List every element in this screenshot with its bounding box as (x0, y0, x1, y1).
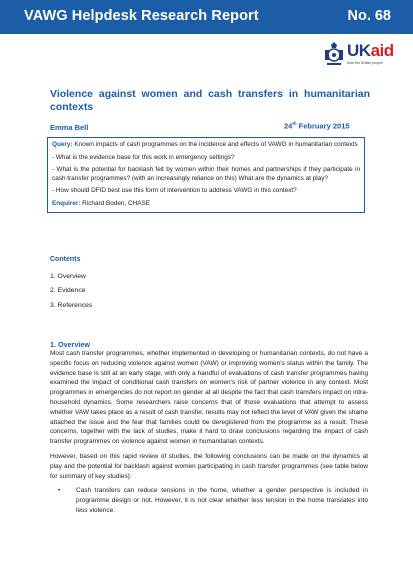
overview-body (50, 349, 368, 516)
toc-item-evidence[interactable]: 2. Evidence (50, 287, 86, 295)
enquirer-label: Enquirer: (52, 199, 81, 207)
royal-crest-icon (323, 42, 345, 68)
bullet-text: Cash transfers can reduce tensions in the home, whether a gender perspective is included in programme design or not. However, it is not clear whether less tension in the home translates into less violence. (76, 487, 368, 514)
ukaid-tagline: from the British people (347, 61, 383, 65)
query-paragraph: Query: Known impacts of cash programmes on the incidence and effects of VAWG in humanitarian contexts (52, 141, 358, 148)
query-question-1: - What is the evidence base for this work in emergency settings? (52, 153, 235, 161)
overview-paragraph-1: Most cash transfer programmes, whether implemented in developing or humanitarian contexts, do not have a specific focus on reducing violence against women (VAW) or improving women's status within the family. The evidence base is still at an early stage, with only a handful of evaluations of cash transfer programmes having examined the impact of conditional cash transfers on women's risk of partner violence in any context. Most programmes in emergencies do not report on gender at all despite the fact that cash transfers impact on intra-household dynamics. Some researchers raise concerns that of those evaluations that attempt to assess whether VAW takes place as a result of cash transfer, results may not reflect the level of VAW given the shame attached the issue and the fear that families could be deregistered from the programme as a result. These concerns, together with the lack of studies, make it hard to draw conclusions regarding the impact of cash transfer programmes on violence against women in humanitarian contexts. (50, 350, 368, 446)
overview-bullet-1 (50, 486, 368, 515)
query-label: Query: (52, 141, 73, 148)
toc-item-overview[interactable]: 1. Overview (50, 273, 86, 280)
ukaid-wordmark: UKaid (347, 41, 394, 60)
report-title: Violence against women and cash transfers in humanitarian contexts (50, 88, 370, 113)
enquirer-paragraph: Enquirer: Richard Boden, CHASE (52, 199, 151, 207)
bullet-icon: • (58, 487, 61, 495)
report-header-bar (0, 0, 413, 34)
query-question-2: - What is the potential for backlash felt by women within their homes and partnerships if they participate in cash transfer programmes? (with an increasingly reliance on this) What are the dynamics at play? (52, 166, 360, 182)
toc-item-references[interactable]: 3. References (50, 301, 93, 309)
overview-heading: 1. Overview (50, 340, 90, 349)
overview-paragraph-2: However, based on this rapid review of studies, the following conclusions can be made on the dynamics at play and the potential for backlash against women participating in cash transfer programmes (see table below for summary of key studies): (50, 452, 368, 480)
contents-heading: Contents (50, 256, 81, 263)
report-series-title: VAWG Helpdesk Research Report (24, 8, 259, 24)
report-number: No. 68 (347, 8, 391, 24)
query-box (47, 137, 365, 213)
query-question-3: - How should DFID best use this form of intervention to address VAWG in this context? (52, 187, 297, 195)
report-date: 24th February 2015 (284, 121, 350, 131)
ukaid-logo (323, 42, 403, 78)
author-name: Emma Bell (50, 123, 89, 132)
table-of-contents (50, 270, 92, 313)
